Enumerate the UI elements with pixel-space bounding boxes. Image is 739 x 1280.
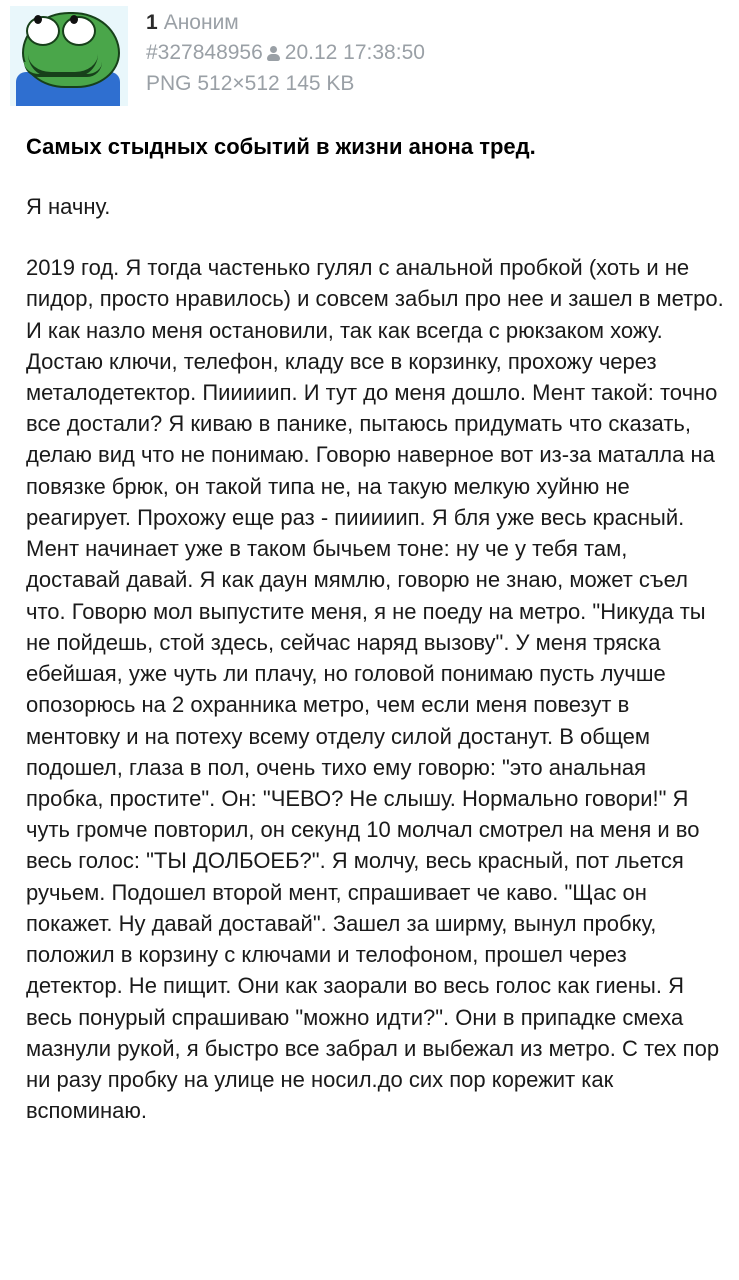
post-id[interactable]: #327848956 — [146, 41, 263, 65]
post-header — [0, 0, 739, 106]
post-body — [0, 106, 739, 1143]
post-id-line — [146, 38, 739, 68]
post-number: 1 — [146, 11, 158, 34]
file-info-line — [146, 69, 739, 99]
post-story-text: 2019 год. Я тогда частенько гулял с анальной пробкой (хоть и не пидор, просто нравилось) и совсем забыл про нее и зашел в метро. И как назло меня остановили, так как всегда с рюкзаком хожу. Достаю ключи, телефон, кладу все в корзинку, прохожу через металодетектор. Пииииип. И тут до меня дошло. Мент такой: точно все достали? Я киваю в панике, пытаюсь придумать что сказать, делаю вид что не понимаю. Говорю наверное вот из-за маталла на повязке брюк, он такой типа не, на такую мелкую хуйню не реагирует. Прохожу еще раз - пииииип. Я бля уже весь красный. Мент начинает уже в таком бычьем тоне: ну че у тебя там, доставай давай. Я как даун мямлю, говорю не знаю, может съел что. Говорю мол выпустите меня, я не поеду на метро. "Никуда ты не пойдешь, стой здесь, сейчас наряд вызову". У меня тряска ебейшая, уже чуть ли плачу, но головой понимаю пусть лучше опозорюсь на 2 охранника метро, чем если меня повезут в ментовку и на потеху всему отделу силой достанут. В общем подошел, глаза в пол, очень тихо ему говорю: "это анальная пробка, простите". Он: "ЧЕВО? Не слышу. Нормально говори!" Я чуть громче повторил, он секунд 10 молчал смотрел на меня и во весь голос: "ТЫ ДОЛБОЕБ?". Я молчу, весь красный, пот льется ручьем. Подошел второй мент, спрашивает че каво. "Щас он покажет. Ну давай доставай". Зашел за ширму, вынул пробку, положил в корзину с ключами и телофоном, прошел через детектор. Не пищит. Они как заорали во весь голос как гиены. Я весь понурый спрашиваю "можно идти?". Они в припадке смеха мазнули рукой, я быстро все забрал и выбежал из метро. С тех пор ни разу пробку на улице не носил.до сих пор корежит как вспоминаю. — [26, 255, 724, 1124]
user-icon — [266, 45, 280, 61]
post-intro: Я начну. — [26, 193, 111, 219]
pepe-frog-icon — [10, 6, 128, 106]
post-subject: Самых стыдных событий в жизни анона тред. — [26, 134, 536, 159]
post-author-line — [146, 8, 739, 38]
file-info: PNG 512×512 145 KB — [146, 71, 355, 95]
post-author: Аноним — [163, 11, 239, 34]
post-thumbnail[interactable] — [10, 6, 128, 106]
post-datetime: 20.12 17:38:50 — [284, 41, 425, 65]
post-meta — [128, 6, 739, 99]
